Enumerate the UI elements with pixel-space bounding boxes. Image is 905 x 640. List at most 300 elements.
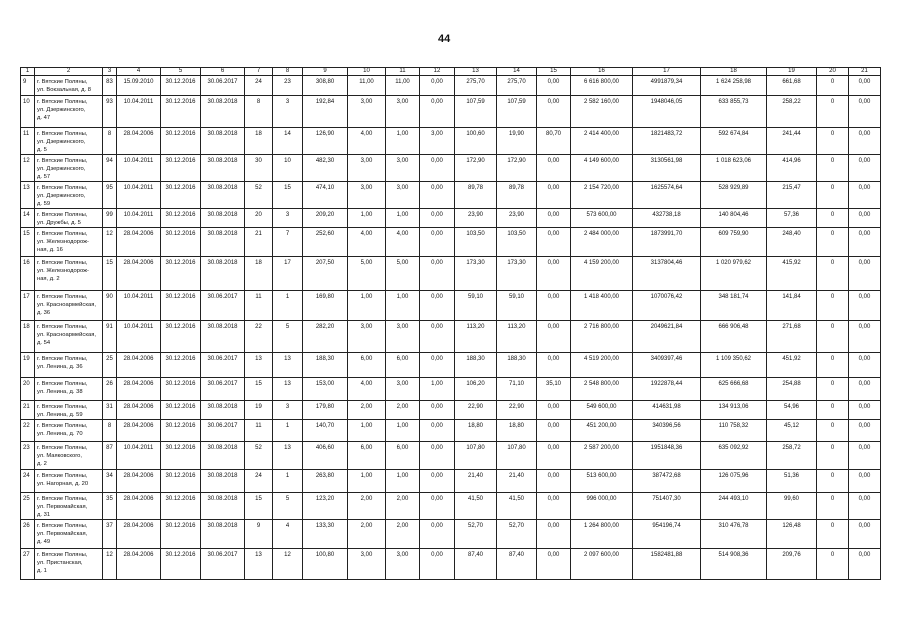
- data-cell: 1922878,44: [633, 378, 701, 401]
- data-cell: 635 092,92: [701, 442, 767, 470]
- data-cell: 241,44: [767, 128, 817, 155]
- column-number-cell: 17: [633, 68, 701, 76]
- data-cell: 30.06.2017: [201, 420, 245, 442]
- data-cell: 30.06.2017: [201, 353, 245, 378]
- address-line: г. Вятские Поляны,: [37, 212, 88, 218]
- address-line: г. Вятские Поляны,: [37, 79, 88, 85]
- data-cell: 0,00: [537, 401, 571, 420]
- data-cell: 0,00: [849, 155, 881, 182]
- data-cell: 30.06.2017: [201, 549, 245, 580]
- data-cell: 0: [817, 442, 849, 470]
- data-cell: 5: [273, 321, 303, 353]
- data-cell: 106,20: [455, 378, 497, 401]
- data-cell: 15: [103, 257, 117, 291]
- address-line: ул. Железнодорож-: [37, 239, 89, 245]
- table-row: [21, 228, 881, 257]
- data-cell: 2 414 400,00: [571, 128, 633, 155]
- row-number-cell: 14: [21, 209, 35, 228]
- address-line: г. Вятские Поляны,: [37, 523, 88, 529]
- data-cell: 310 476,78: [701, 520, 767, 549]
- data-cell: 20: [245, 209, 273, 228]
- data-cell: 8: [103, 128, 117, 155]
- data-cell: 141,84: [767, 291, 817, 321]
- address-line: г. Вятские Поляны,: [37, 496, 88, 502]
- column-number-cell: 14: [497, 68, 537, 76]
- data-cell: 0,00: [849, 76, 881, 96]
- data-cell: 1,00: [348, 470, 386, 493]
- data-cell: 90: [103, 291, 117, 321]
- data-cell: 87: [103, 442, 117, 470]
- address-line: ул. Вокзальная, д. 8: [37, 87, 91, 93]
- data-cell: 3,00: [348, 182, 386, 209]
- data-cell: 30.12.2016: [161, 470, 201, 493]
- data-cell: 6,00: [348, 442, 386, 470]
- address-cell: [35, 257, 103, 291]
- data-cell: 414631,98: [633, 401, 701, 420]
- data-cell: 1,00: [348, 420, 386, 442]
- data-cell: 0,00: [420, 155, 455, 182]
- data-cell: 0,00: [420, 321, 455, 353]
- data-cell: 10.04.2011: [117, 321, 161, 353]
- data-cell: 3,00: [348, 155, 386, 182]
- table-row: [21, 291, 881, 321]
- data-cell: 91: [103, 321, 117, 353]
- data-cell: 23,90: [497, 209, 537, 228]
- data-cell: 6,00: [348, 353, 386, 378]
- address-line: г. Вятские Поляны,: [37, 423, 88, 429]
- data-cell: 28.04.2006: [117, 549, 161, 580]
- data-cell: 6 616 800,00: [571, 76, 633, 96]
- data-cell: 0,00: [849, 321, 881, 353]
- data-cell: 0,00: [849, 442, 881, 470]
- address-cell: [35, 182, 103, 209]
- data-cell: 34: [103, 470, 117, 493]
- data-cell: 0: [817, 420, 849, 442]
- data-cell: 57,36: [767, 209, 817, 228]
- data-cell: 22,90: [455, 401, 497, 420]
- data-cell: 3,00: [386, 182, 420, 209]
- address-cell: [35, 128, 103, 155]
- data-cell: 51,36: [767, 470, 817, 493]
- data-cell: 8: [103, 420, 117, 442]
- data-cell: 3,00: [348, 321, 386, 353]
- data-cell: 271,68: [767, 321, 817, 353]
- data-cell: 13: [245, 353, 273, 378]
- address-line: г. Вятские Поляны,: [37, 158, 88, 164]
- data-cell: 2,00: [386, 520, 420, 549]
- data-cell: 12: [103, 228, 117, 257]
- row-number-cell: 11: [21, 128, 35, 155]
- data-cell: 482,30: [303, 155, 348, 182]
- data-cell: 4,00: [386, 228, 420, 257]
- data-cell: 21,40: [455, 470, 497, 493]
- data-cell: 30.08.2018: [201, 520, 245, 549]
- data-cell: 258,72: [767, 442, 817, 470]
- data-cell: 22: [245, 321, 273, 353]
- data-cell: 0: [817, 291, 849, 321]
- data-cell: 3137804,46: [633, 257, 701, 291]
- data-cell: 3,00: [348, 96, 386, 128]
- column-number-cell: 10: [348, 68, 386, 76]
- data-cell: 244 493,10: [701, 493, 767, 520]
- data-cell: 513 600,00: [571, 470, 633, 493]
- row-number-cell: 25: [21, 493, 35, 520]
- data-cell: 41,50: [455, 493, 497, 520]
- data-cell: 2 582 160,00: [571, 96, 633, 128]
- data-cell: 1 624 258,98: [701, 76, 767, 96]
- data-cell: 30.12.2016: [161, 378, 201, 401]
- address-line: ул. Дзержинского,: [37, 139, 86, 145]
- address-cell: [35, 291, 103, 321]
- data-cell: 28.04.2006: [117, 128, 161, 155]
- data-cell: 209,76: [767, 549, 817, 580]
- data-cell: 0,00: [420, 549, 455, 580]
- data-cell: 30.08.2018: [201, 209, 245, 228]
- table-row: [21, 182, 881, 209]
- data-cell: 258,22: [767, 96, 817, 128]
- data-cell: 0: [817, 96, 849, 128]
- row-number-cell: 18: [21, 321, 35, 353]
- address-line: г. Вятские Поляны,: [37, 381, 88, 387]
- data-cell: 30.06.2017: [201, 291, 245, 321]
- data-cell: 1873991,70: [633, 228, 701, 257]
- data-cell: 0,00: [849, 291, 881, 321]
- data-cell: 59,10: [497, 291, 537, 321]
- data-cell: 30.08.2018: [201, 401, 245, 420]
- data-cell: 10.04.2011: [117, 96, 161, 128]
- data-cell: 15.09.2010: [117, 76, 161, 96]
- row-number-cell: 9: [21, 76, 35, 96]
- address-line: г. Вятские Поляны,: [37, 294, 88, 300]
- data-cell: 3,00: [420, 128, 455, 155]
- data-cell: 30.12.2016: [161, 493, 201, 520]
- data-cell: 0,00: [537, 353, 571, 378]
- data-cell: 30.12.2016: [161, 401, 201, 420]
- data-cell: 24: [245, 470, 273, 493]
- data-cell: 11,00: [386, 76, 420, 96]
- data-cell: 406,60: [303, 442, 348, 470]
- data-cell: 87,40: [455, 549, 497, 580]
- address-line: г. Вятские Поляны,: [37, 185, 88, 191]
- data-cell: 30.12.2016: [161, 353, 201, 378]
- data-cell: 1,00: [386, 470, 420, 493]
- address-line: д. 59: [37, 201, 51, 207]
- data-cell: 30.12.2016: [161, 76, 201, 96]
- data-cell: 0,00: [849, 228, 881, 257]
- data-cell: 134 913,06: [701, 401, 767, 420]
- data-cell: 0,00: [420, 442, 455, 470]
- data-cell: 80,70: [537, 128, 571, 155]
- address-line: г. Вятские Поляны,: [37, 324, 88, 330]
- row-number-cell: 26: [21, 520, 35, 549]
- data-cell: 126,90: [303, 128, 348, 155]
- data-cell: 30.12.2016: [161, 442, 201, 470]
- data-cell: 0: [817, 228, 849, 257]
- address-line: ул. Ленина, д. 36: [37, 364, 83, 370]
- data-cell: 12: [273, 549, 303, 580]
- data-cell: 528 929,89: [701, 182, 767, 209]
- table-row: [21, 76, 881, 96]
- data-cell: 9: [245, 520, 273, 549]
- data-cell: 474,10: [303, 182, 348, 209]
- address-line: г. Вятские Поляны,: [37, 131, 88, 137]
- data-cell: 37: [103, 520, 117, 549]
- data-cell: 592 674,84: [701, 128, 767, 155]
- data-cell: 3409397,46: [633, 353, 701, 378]
- table-row: [21, 520, 881, 549]
- data-cell: 1: [273, 470, 303, 493]
- table-row: [21, 401, 881, 420]
- data-cell: 30.12.2016: [161, 257, 201, 291]
- data-cell: 18,80: [497, 420, 537, 442]
- data-cell: 248,40: [767, 228, 817, 257]
- row-number-cell: 22: [21, 420, 35, 442]
- table-row: [21, 549, 881, 580]
- data-cell: 0,00: [420, 493, 455, 520]
- data-cell: 52: [245, 442, 273, 470]
- address-line: г. Вятские Поляны,: [37, 552, 88, 558]
- data-cell: 52,70: [455, 520, 497, 549]
- data-cell: 0,00: [420, 401, 455, 420]
- column-number-cell: 13: [455, 68, 497, 76]
- data-cell: 30.08.2018: [201, 155, 245, 182]
- data-cell: 4 149 600,00: [571, 155, 633, 182]
- address-cell: [35, 321, 103, 353]
- address-line: г. Вятские Поляны,: [37, 356, 88, 362]
- data-cell: 1 018 623,06: [701, 155, 767, 182]
- data-cell: 282,20: [303, 321, 348, 353]
- data-cell: 0: [817, 401, 849, 420]
- data-cell: 0,00: [537, 493, 571, 520]
- data-cell: 4 519 200,00: [571, 353, 633, 378]
- address-line: д. 47: [37, 115, 51, 121]
- data-cell: 1,00: [386, 128, 420, 155]
- data-cell: 30.12.2016: [161, 182, 201, 209]
- data-cell: 0,00: [537, 420, 571, 442]
- data-cell: 2 548 800,00: [571, 378, 633, 401]
- data-cell: 15: [273, 182, 303, 209]
- column-number-cell: 1: [21, 68, 35, 76]
- data-cell: 1821483,72: [633, 128, 701, 155]
- page-number: 44: [438, 33, 451, 45]
- data-cell: 348 181,74: [701, 291, 767, 321]
- data-cell: 30.12.2016: [161, 549, 201, 580]
- data-cell: 172,90: [497, 155, 537, 182]
- data-cell: 30.12.2016: [161, 209, 201, 228]
- data-cell: 1070076,42: [633, 291, 701, 321]
- data-cell: 89,78: [497, 182, 537, 209]
- data-cell: 633 855,73: [701, 96, 767, 128]
- data-cell: 24: [245, 76, 273, 96]
- column-number-cell: 21: [849, 68, 881, 76]
- data-cell: 0,00: [537, 209, 571, 228]
- address-line: г. Вятские Поляны,: [37, 260, 88, 266]
- data-cell: 126,48: [767, 520, 817, 549]
- data-cell: 0,00: [849, 470, 881, 493]
- data-cell: 99: [103, 209, 117, 228]
- data-cell: 514 908,36: [701, 549, 767, 580]
- address-line: ул. Ленина, д. 59: [37, 412, 83, 418]
- address-line: ул. Ленина, д. 38: [37, 389, 83, 395]
- data-cell: 83: [103, 76, 117, 96]
- data-cell: 28.04.2006: [117, 493, 161, 520]
- data-cell: 19: [245, 401, 273, 420]
- table-body: [21, 68, 881, 580]
- data-cell: 192,84: [303, 96, 348, 128]
- data-cell: 23: [273, 76, 303, 96]
- data-cell: 31: [103, 401, 117, 420]
- data-cell: 0,00: [849, 257, 881, 291]
- address-line: д. 31: [37, 512, 51, 518]
- data-cell: 1948046,05: [633, 96, 701, 128]
- data-cell: 13: [273, 442, 303, 470]
- data-table-container: [20, 67, 880, 580]
- data-cell: 0,00: [420, 520, 455, 549]
- data-cell: 45,12: [767, 420, 817, 442]
- data-cell: 30.08.2018: [201, 321, 245, 353]
- data-cell: 28.04.2006: [117, 520, 161, 549]
- data-cell: 11: [245, 291, 273, 321]
- data-cell: 215,47: [767, 182, 817, 209]
- table-row: [21, 257, 881, 291]
- data-cell: 11,00: [348, 76, 386, 96]
- data-cell: 573 600,00: [571, 209, 633, 228]
- data-cell: 28.04.2006: [117, 353, 161, 378]
- column-number-row: [21, 68, 881, 76]
- data-cell: 30.08.2018: [201, 442, 245, 470]
- data-cell: 28.04.2006: [117, 420, 161, 442]
- row-number-cell: 10: [21, 96, 35, 128]
- data-cell: 2 097 600,00: [571, 549, 633, 580]
- data-cell: 15: [245, 378, 273, 401]
- data-cell: 3: [273, 401, 303, 420]
- data-cell: 2 484 000,00: [571, 228, 633, 257]
- data-cell: 451 200,00: [571, 420, 633, 442]
- data-cell: 0,00: [420, 209, 455, 228]
- address-line: г. Вятские Поляны,: [37, 445, 88, 451]
- data-cell: 30.08.2018: [201, 257, 245, 291]
- column-number-cell: 12: [420, 68, 455, 76]
- data-cell: 133,30: [303, 520, 348, 549]
- data-cell: 30.08.2018: [201, 96, 245, 128]
- address-line: ул. Нагорная, д. 20: [37, 481, 89, 487]
- column-number-cell: 11: [386, 68, 420, 76]
- address-line: ул. Дзержинского,: [37, 193, 86, 199]
- address-line: ная, д. 16: [37, 247, 63, 253]
- data-cell: 0,00: [537, 182, 571, 209]
- row-number-cell: 15: [21, 228, 35, 257]
- column-number-cell: 9: [303, 68, 348, 76]
- data-cell: 126 075,96: [701, 470, 767, 493]
- data-cell: 6,00: [386, 353, 420, 378]
- data-cell: 169,80: [303, 291, 348, 321]
- row-number-cell: 21: [21, 401, 35, 420]
- address-cell: [35, 96, 103, 128]
- data-cell: 13: [273, 378, 303, 401]
- data-cell: 2049621,84: [633, 321, 701, 353]
- data-cell: 103,50: [455, 228, 497, 257]
- data-cell: 113,20: [497, 321, 537, 353]
- data-cell: 93: [103, 96, 117, 128]
- address-cell: [35, 442, 103, 470]
- data-cell: 0,00: [537, 520, 571, 549]
- address-line: ул. Дружбы, д. 5: [37, 220, 81, 226]
- data-cell: 18,80: [455, 420, 497, 442]
- address-cell: [35, 401, 103, 420]
- data-cell: 1,00: [386, 291, 420, 321]
- address-cell: [35, 549, 103, 580]
- data-cell: 12: [103, 549, 117, 580]
- data-cell: 188,30: [497, 353, 537, 378]
- data-cell: 4,00: [348, 378, 386, 401]
- data-cell: 2 587 200,00: [571, 442, 633, 470]
- data-cell: 0,00: [537, 321, 571, 353]
- column-number-cell: 15: [537, 68, 571, 76]
- data-cell: 1: [273, 420, 303, 442]
- data-cell: 0,00: [849, 493, 881, 520]
- data-cell: 179,80: [303, 401, 348, 420]
- address-line: д. 1: [37, 568, 47, 574]
- data-cell: 99,60: [767, 493, 817, 520]
- data-cell: 19,90: [497, 128, 537, 155]
- data-cell: 414,96: [767, 155, 817, 182]
- address-cell: [35, 470, 103, 493]
- data-cell: 100,60: [455, 128, 497, 155]
- data-cell: 0: [817, 470, 849, 493]
- data-cell: 89,78: [455, 182, 497, 209]
- data-cell: 0,00: [537, 291, 571, 321]
- data-cell: 173,30: [497, 257, 537, 291]
- column-number-cell: 4: [117, 68, 161, 76]
- data-cell: 0,00: [849, 420, 881, 442]
- data-cell: 6,00: [386, 442, 420, 470]
- data-cell: 0,00: [537, 257, 571, 291]
- data-cell: 275,70: [455, 76, 497, 96]
- data-cell: 432738,18: [633, 209, 701, 228]
- data-cell: 30.12.2016: [161, 420, 201, 442]
- data-cell: 0: [817, 257, 849, 291]
- data-cell: 8: [245, 96, 273, 128]
- data-cell: 2,00: [386, 493, 420, 520]
- data-cell: 207,50: [303, 257, 348, 291]
- data-cell: 549 600,00: [571, 401, 633, 420]
- data-cell: 0,00: [537, 228, 571, 257]
- data-cell: 28.04.2006: [117, 228, 161, 257]
- data-cell: 954196,74: [633, 520, 701, 549]
- data-cell: 25: [103, 353, 117, 378]
- data-cell: 13: [245, 549, 273, 580]
- data-cell: 11: [245, 420, 273, 442]
- table-row: [21, 209, 881, 228]
- address-line: ул. Первомайская,: [37, 531, 88, 537]
- data-cell: 188,30: [455, 353, 497, 378]
- address-line: д. 2: [37, 461, 47, 467]
- data-cell: 4 159 200,00: [571, 257, 633, 291]
- data-cell: 140 804,46: [701, 209, 767, 228]
- data-cell: 18: [245, 128, 273, 155]
- data-cell: 15: [245, 493, 273, 520]
- table-row: [21, 420, 881, 442]
- address-line: г. Вятские Поляны,: [37, 99, 88, 105]
- data-cell: 28.04.2006: [117, 401, 161, 420]
- address-cell: [35, 378, 103, 401]
- data-cell: 13: [273, 353, 303, 378]
- data-cell: 17: [273, 257, 303, 291]
- data-cell: 0,00: [849, 128, 881, 155]
- table-row: [21, 442, 881, 470]
- data-cell: 2 154 720,00: [571, 182, 633, 209]
- column-number-cell: 6: [201, 68, 245, 76]
